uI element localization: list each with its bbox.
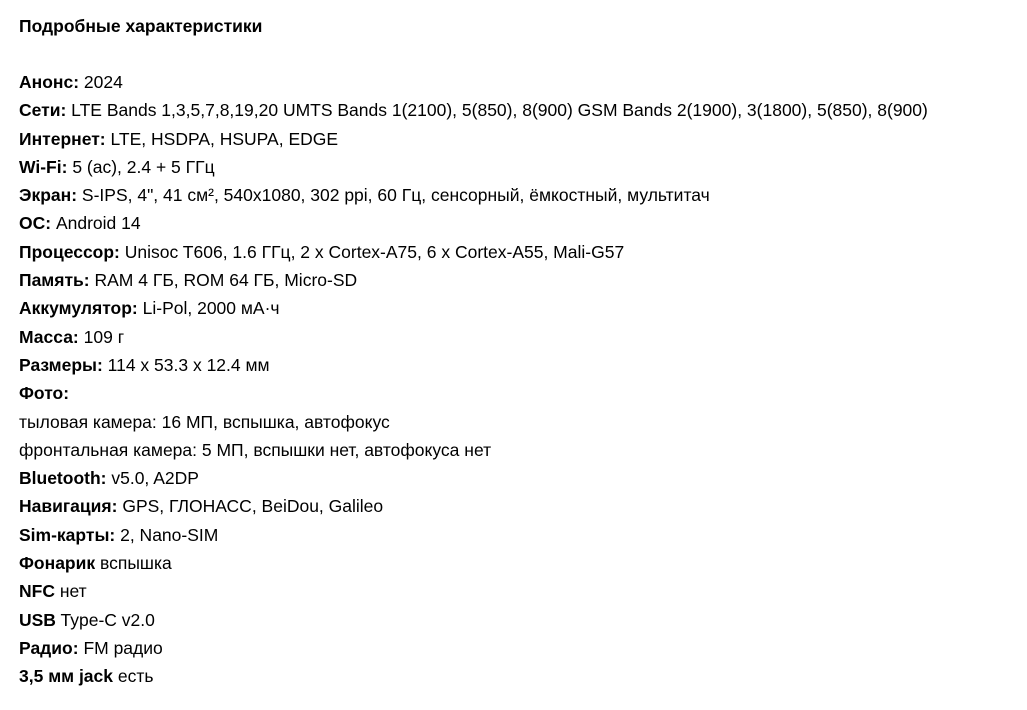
spec-label: Фото: (19, 383, 70, 404)
spec-row-processor (19, 238, 1024, 266)
spec-row-memory (19, 266, 1024, 294)
spec-label: Аккумулятор: (19, 298, 138, 319)
spec-value: 114 x 53.3 x 12.4 мм (107, 354, 270, 375)
spec-value: нет (59, 581, 87, 602)
spec-value: S-IPS, 4", 41 см², 540x1080, 302 ppi, 60 Гц, сенсорный, ёмкостный, мультитач (81, 185, 710, 206)
spec-value: вспышка (100, 553, 172, 574)
spec-row-rear-camera (19, 408, 1024, 436)
spec-row-photo (19, 379, 1024, 407)
spec-label: Sim-карты: (19, 524, 116, 545)
spec-label: Wi-Fi: (19, 156, 68, 177)
spec-label: Процессор: (19, 241, 120, 262)
spec-value: тыловая камера: 16 МП, вспышка, автофокус (19, 411, 390, 432)
spec-label: ОС: (19, 213, 52, 234)
spec-row-front-camera (19, 436, 1024, 464)
spec-value: 2, Nano-SIM (120, 524, 219, 545)
spec-value: есть (117, 666, 154, 687)
spec-label: 3,5 мм jack (19, 666, 114, 687)
spec-label: Радио: (19, 637, 79, 658)
spec-value: RAM 4 ГБ, ROM 64 ГБ, Micro-SD (94, 270, 358, 291)
spec-label: Размеры: (19, 354, 103, 375)
spec-document (19, 12, 1024, 691)
spec-value: Type-C v2.0 (60, 609, 155, 630)
spec-value: Unisoc T606, 1.6 ГГц, 2 x Cortex-A75, 6 x Cortex-A55, Mali-G57 (124, 241, 625, 262)
spec-row-battery (19, 294, 1024, 322)
spec-label: Интернет: (19, 128, 106, 149)
spec-value: GPS, ГЛОНАСС, BeiDou, Galileo (122, 496, 384, 517)
spec-value: Li-Pol, 2000 мА·ч (142, 298, 280, 319)
spec-label: Память: (19, 270, 90, 291)
spec-label: Фонарик (19, 553, 96, 574)
spec-value: LTE Bands 1,3,5,7,8,19,20 UMTS Bands 1(2100), 5(850), 8(900) GSM Bands 2(1900), 3(1800), 5(850), 8(900) (71, 100, 928, 121)
spec-row-jack (19, 662, 1024, 690)
spec-value: фронтальная камера: 5 МП, вспышки нет, автофокуса нет (19, 439, 492, 460)
spec-list (19, 68, 1024, 691)
spec-row-os (19, 209, 1024, 237)
spec-value: 109 г (83, 326, 125, 347)
spec-value: LTE, HSDPA, HSUPA, EDGE (110, 128, 339, 149)
spec-row-usb (19, 606, 1024, 634)
spec-row-screen (19, 181, 1024, 209)
spec-row-wifi (19, 153, 1024, 181)
spec-value: Android 14 (55, 213, 141, 234)
spec-label: Экран: (19, 185, 78, 206)
spec-row-navigation (19, 492, 1024, 520)
spec-value: 2024 (83, 72, 123, 92)
spec-label: Анонс: (19, 72, 80, 92)
spec-value: FM радио (83, 637, 163, 658)
spec-label: Bluetooth: (19, 468, 107, 489)
spec-label: Сети: (19, 100, 67, 121)
spec-row-sim (19, 521, 1024, 549)
spec-row-dimensions (19, 351, 1024, 379)
spec-value: 5 (ac), 2.4 + 5 ГГц (72, 156, 215, 177)
spec-row-flashlight (19, 549, 1024, 577)
spec-row-radio (19, 634, 1024, 662)
spec-row-networks (19, 96, 1024, 124)
spec-label: Навигация: (19, 496, 118, 517)
spec-value: v5.0, A2DP (111, 468, 199, 489)
spec-row-weight (19, 323, 1024, 351)
spec-row-bluetooth (19, 464, 1024, 492)
spec-row-nfc (19, 577, 1024, 605)
spec-label: NFC (19, 581, 55, 602)
spec-label: Масса: (19, 326, 79, 347)
spec-row-internet (19, 125, 1024, 153)
page-title: Подробные характеристики (19, 16, 263, 36)
spec-row-announce (19, 68, 1024, 96)
spec-label: USB (19, 609, 56, 630)
